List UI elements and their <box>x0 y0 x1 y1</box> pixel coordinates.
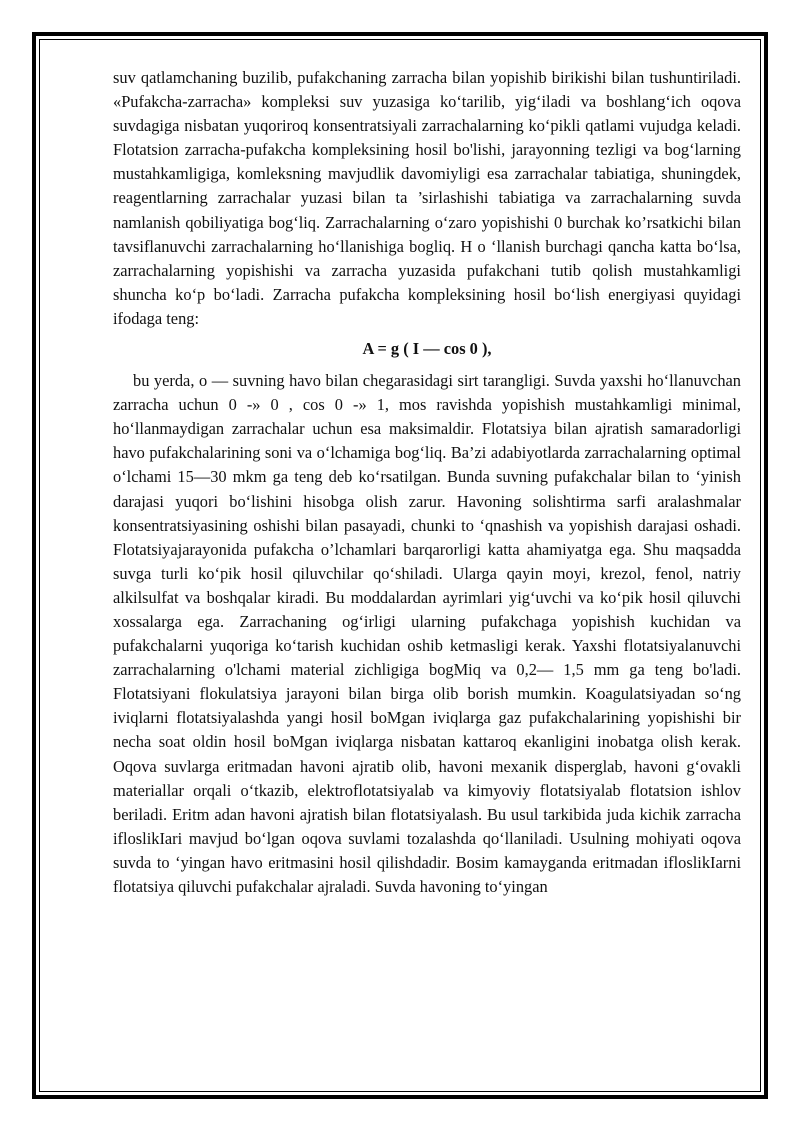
energy-formula: A = g ( I — cos 0 ), <box>362 339 492 359</box>
document-body <box>113 66 741 899</box>
paragraph-2: bu yerda, o — suvning havo bilan chegarasidagi sirt tarangligi. Suvda yaxshi ho‘llanuvchan zarracha uchun 0 -» 0 , cos 0 -» 1, mos ravishda yopishish mustahkamligi minimal, ho‘llanmaydigan zarrachalar uchun esa maksimaldir. Flotatsiya bilan ajratish samaradorligi havo pufakchalarining soni va o‘lchamiga bog‘liq. Ba’zi adabiyotlarda zarrachalarning optimal o‘lchami 15—30 mkm ga teng deb ko‘rsatilgan. Bunda suvning pufakchalar bilan to ‘yinish darajasi yuqori bo‘lishini hisobga olish zarur. Havoning solishtirma sarfi aralashmalar konsentratsiyasining oshishi bilan pasayadi, chunki to ‘qnashish va yopishish darajasi oshadi. Flotatsiyajarayonida pufakcha o’lchamlari barqarorligi katta ahamiyatga ega. Shu maqsadda suvga turli ko‘pik hosil qiluvchilar qo‘shiladi. Ularga qayin moyi, krezol, fenol, natriy alkilsulfat va boshqalar kiradi. Bu moddalardan ayrimlari yig‘uvchi va ko‘pik hosil qiluvchi xossalarga ega. Zarrachaning og‘irligi ularning pufakchaga yopishish kuchidan va pufakchalarni yuqoriga ko‘tarish kuchidan oshib ketmasligi kerak. Yaxshi flotatsiyalanuvchi zarrachalarning o'lchami material zichligiga bogMiq va 0,2— 1,5 mm ga teng bo'ladi. Flotatsiyani flokulatsiya jarayoni bilan birga olib borish mumkin. Koagulatsiyadan so‘ng iviqlarni flotatsiyalashda yangi hosil boMgan iviqlarga gaz pufakchalarining yopishishi bir necha soat oldin hosil boMgan iviqlarga nisbatan kattaroq ekanligini inobatga olish kerak. Oqova suvlarga eritmadan havoni ajratib olib, havoni mexanik disperglab, havoni g‘ovakli materiallar orqali o‘tkazib, elektroflotatsiyalab va kimyoviy flotatsiyalab flotatsion ishlov beriladi. Eritm adan havoni ajratish bilan flotatsiyalash. Bu usul tarkibida juda kichik zarracha ifloslikIari mavjud bo‘lgan oqova suvlami tozalashda qo‘llaniladi. Usulning mohiyati oqova suvda to ‘yingan havo eritmasini hosil qilishdadir. Bosim kamayganda eritmadan ifloslikIarni flotatsiya qiluvchi pufakchalar ajraladi. Suvda havoning to‘yingan <box>113 371 741 896</box>
paragraph-1: suv qatlamchaning buzilib, pufakchaning zarracha bilan yopishib birikishi bilan tushuntiriladi. «Pufakcha-zarracha» kompleksi suv yuzasiga ko‘tarilib, yig‘iladi va boshlang‘ich oqova suvdagiga nisbatan yuqoriroq konsentratsiyali zarrachalarning ko‘pikli qatlami vujudga keladi. Flotatsion zarracha-pufakcha kompleksining hosil bo'lishi, jarayonning tezligi va bog‘larning mustahkamligiga, komleksning mavjudlik davomiyligi esa zarrachalar tabiatiga, shuningdek, reagentlarning zarrachalar yuzasi bilan ta ’sirlashishi tabiatiga va zarrachalarning suvda namlanish qobiliyatiga bog‘liq. Zarrachalarning o‘zaro yopishishi 0 burchak ko’rsatkichi bilan tavsiflanuvchi zarrachalarning ho‘llanishiga bogliq. H o ‘llanish burchagi qancha katta bo‘lsa, zarrachalarning yopishishi va zarracha yuzasida pufakchani tutib qolish mustahkamligi shuncha ko‘p bo‘ladi. Zarracha pufakcha kompleksining hosil bo‘lish energiyasi quyidagi ifodaga teng: <box>113 68 741 328</box>
